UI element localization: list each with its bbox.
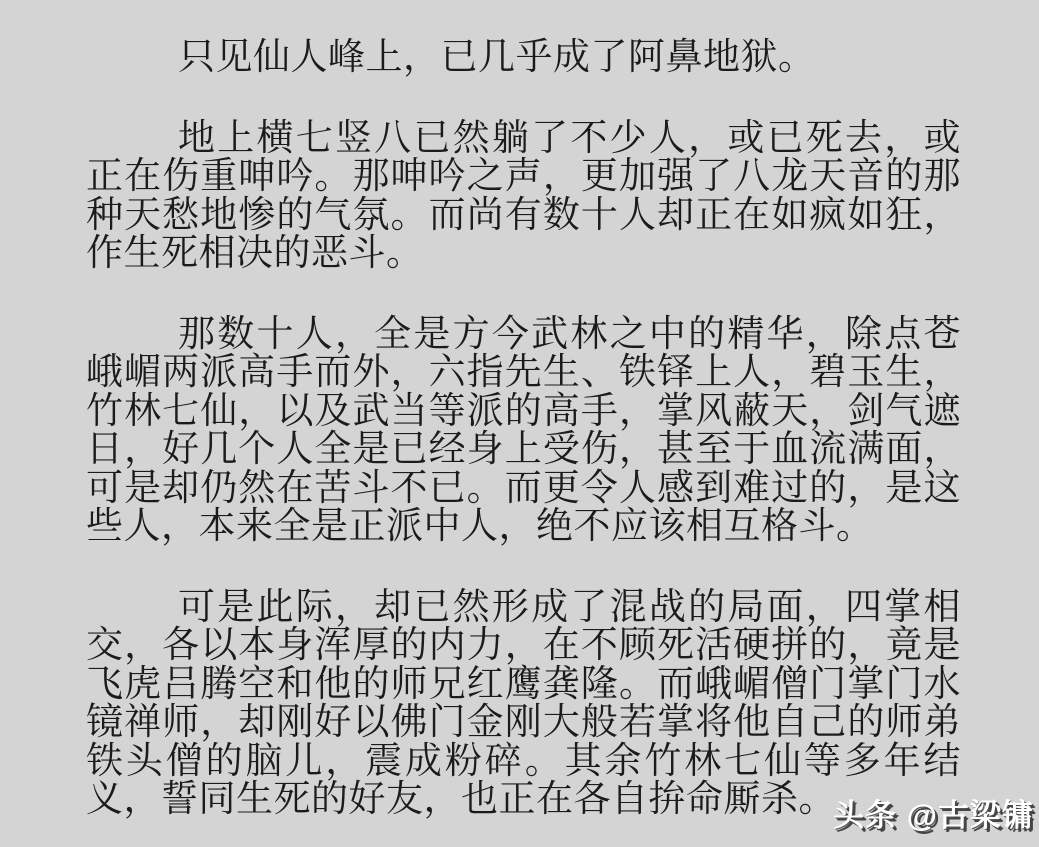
- paragraph-3: 那数十人，全是方今武林之中的精华，除点苍峨嵋两派高手而外，六指先生、铁铎上人，碧玉生，竹林七仙，以及武当等派的高手，掌风蔽天，剑气遮日，好几个人全是已经身上受伤，甚至于血流满面，可是却仍然在苦斗不已。而更令人感到难过的，是这些人，本来全是正派中人，绝不应该相互格斗。: [86, 312, 961, 546]
- paragraph-4: 可是此际，却已然形成了混战的局面，四掌相交，各以本身浑厚的内力，在不顾死活硬拼的，竟是飞虎吕腾空和他的师兄红鹰龚隆。而峨嵋僧门掌门水镜禅师，却刚好以佛门金刚大般若掌将他自己的师弟铁头僧的脑儿，震成粉碎。其余竹林七仙等多年结义，誓同生死的好友，也正在各自拚命厮杀。: [86, 585, 961, 819]
- toutiao-watermark-badge: 头条 @古梁镛: [833, 798, 1034, 833]
- paragraph-2: 地上横七竖八已然躺了不少人，或已死去，或正在伤重呻吟。那呻吟之声，更加强了八龙天音的那种天愁地惨的气氛。而尚有数十人却正在如疯如狂，作生死相决的恶斗。: [86, 116, 961, 273]
- paragraph-1: 只见仙人峰上，已几乎成了阿鼻地狱。: [178, 36, 816, 77]
